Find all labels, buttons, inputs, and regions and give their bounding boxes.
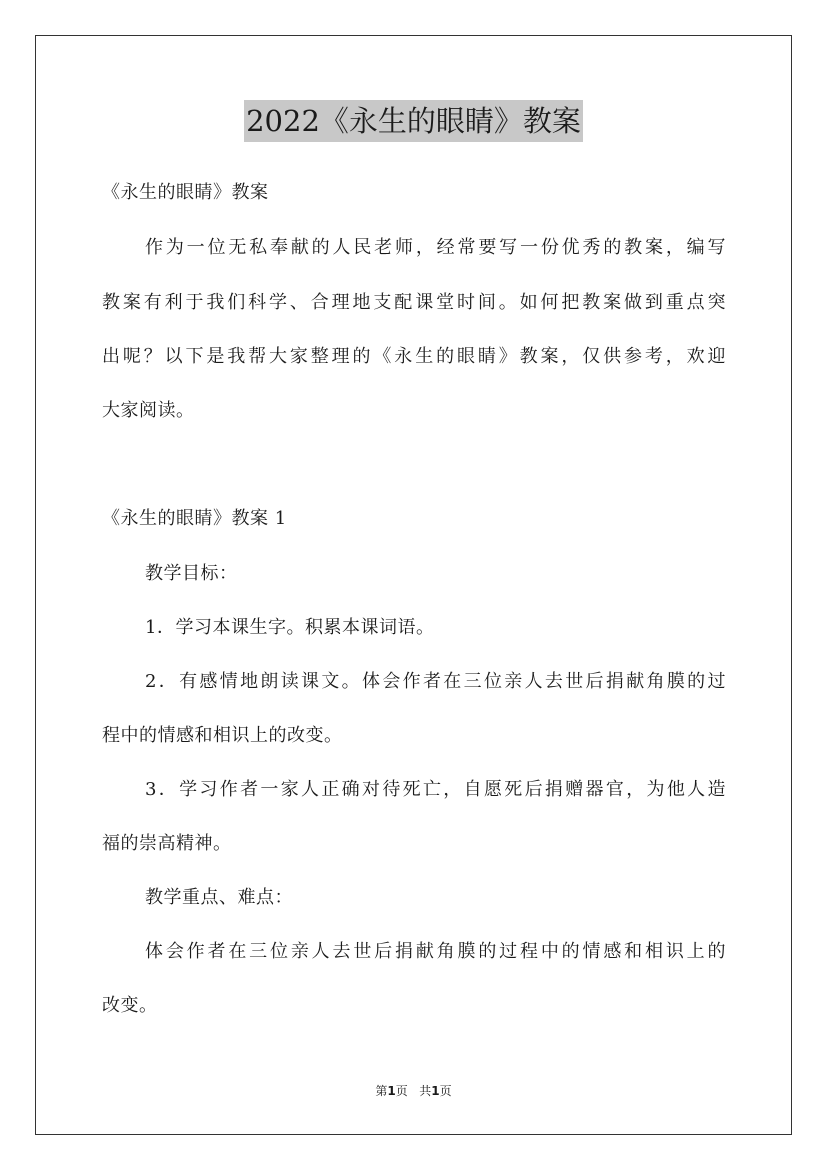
lesson-heading: 《永生的眼睛》教案 1 — [102, 508, 287, 529]
objective-2-line-1: 2．有感情地朗读课文。体会作者在三位亲人去世后捐献角膜的过 — [145, 671, 726, 692]
objectives-heading: 教学目标： — [145, 563, 238, 584]
intro-line-2: 教案有利于我们科学、合理地支配课堂时间。如何把教案做到重点突 — [102, 292, 726, 313]
title-container — [0, 100, 827, 142]
objective-3-line-1: 3．学习作者一家人正确对待死亡，自愿死后捐赠器官，为他人造 — [145, 779, 726, 800]
objective-2-line-2: 程中的情感和相识上的改变。 — [102, 725, 343, 746]
key-points-line-1: 体会作者在三位亲人去世后捐献角膜的过程中的情感和相识上的 — [145, 941, 726, 962]
key-points-line-2: 改变。 — [102, 995, 158, 1016]
page-footer — [0, 1083, 827, 1099]
intro-line-3: 出呢？以下是我帮大家整理的《永生的眼睛》教案，仅供参考，欢迎 — [102, 346, 726, 367]
page-total: 1 — [431, 1084, 440, 1098]
objective-3-line-2: 福的崇高精神。 — [102, 833, 232, 854]
document-title: 2022《永生的眼睛》教案 — [244, 100, 583, 142]
objective-1: 1．学习本课生字。积累本课词语。 — [145, 617, 435, 638]
total-prefix: 共 — [419, 1084, 432, 1098]
key-points-heading: 教学重点、难点： — [145, 887, 293, 908]
page-prefix: 第 — [375, 1084, 388, 1098]
intro-line-4: 大家阅读。 — [102, 400, 195, 421]
page-current: 1 — [387, 1084, 396, 1098]
page-unit: 页 — [395, 1084, 408, 1098]
intro-line-1: 作为一位无私奉献的人民老师，经常要写一份优秀的教案，编写 — [145, 237, 726, 258]
total-unit: 页 — [439, 1084, 452, 1098]
section-heading: 《永生的眼睛》教案 — [102, 182, 269, 203]
